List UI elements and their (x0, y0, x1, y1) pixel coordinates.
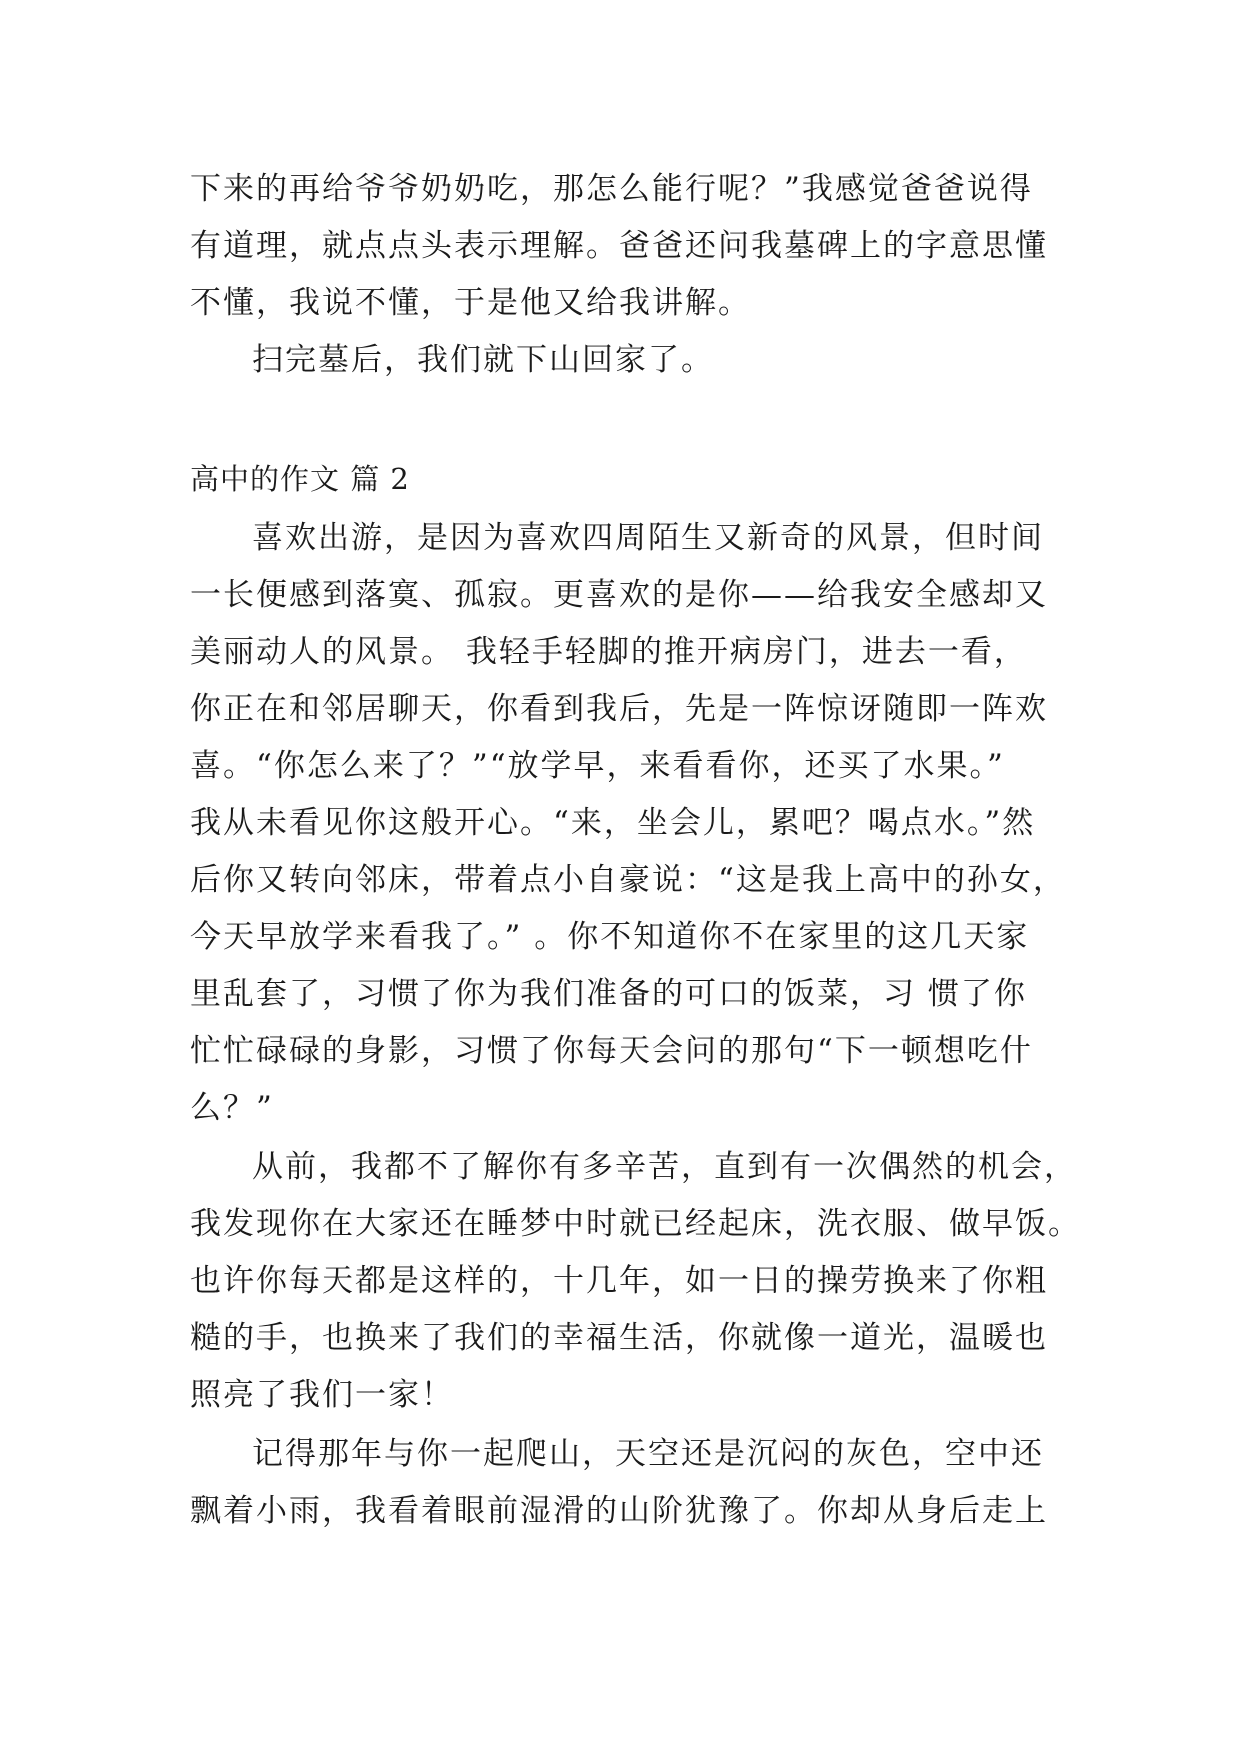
text-line: 我从未看见你这般开心。“来，坐会儿，累吧？喝点水。”然 (190, 805, 1036, 841)
text-line: 喜欢出游，是因为喜欢四周陌生又新奇的风景，但时间 (252, 520, 1044, 556)
text-line: 你正在和邻居聊天，你看到我后，先是一阵惊讶随即一阵欢 (190, 691, 1048, 727)
text-line: 忙忙碌碌的身影，习惯了你每天会问的那句“下一顿想吃什 (190, 1033, 1033, 1069)
text-line: 一长便感到落寞、孤寂。更喜欢的是你——给我安全感却又 (190, 577, 1048, 613)
text-line: 糙的手，也换来了我们的幸福生活，你就像一道光，温暖也 (190, 1320, 1048, 1356)
text-line: 喜。“你怎么来了？”“放学早，来看看你，还买了水果。” (190, 748, 1005, 784)
text-line: 飘着小雨，我看着眼前湿滑的山阶犹豫了。你却从身后走上 (190, 1493, 1048, 1529)
text-line: 扫完墓后，我们就下山回家了。 (252, 342, 714, 378)
section-heading: 高中的作文 篇 2 (190, 462, 410, 496)
text-line: 下来的再给爷爷奶奶吃，那怎么能行呢？”我感觉爸爸说得 (190, 171, 1033, 207)
text-line: 今天早放学来看我了。” 。你不知道你不在家里的这几天家 (190, 919, 1030, 955)
text-line: 不懂，我说不懂，于是他又给我讲解。 (190, 285, 751, 321)
text-line: 么？” (190, 1090, 274, 1126)
text-line: 我发现你在大家还在睡梦中时就已经起床，洗衣服、做早饭。 (190, 1206, 1081, 1242)
text-line: 从前，我都不了解你有多辛苦，直到有一次偶然的机会， (252, 1149, 1077, 1185)
text-line: 里乱套了，习惯了你为我们准备的可口的饭菜，习 惯了你 (190, 976, 1027, 1012)
text-line: 也许你每天都是这样的，十几年，如一日的操劳换来了你粗 (190, 1263, 1048, 1299)
text-line: 有道理，就点点头表示理解。爸爸还问我墓碑上的字意思懂 (190, 228, 1048, 264)
text-line: 记得那年与你一起爬山，天空还是沉闷的灰色，空中还 (252, 1436, 1044, 1472)
text-line: 照亮了我们一家！ (190, 1377, 454, 1413)
text-line: 后你又转向邻床，带着点小自豪说：“这是我上高中的孙女， (190, 862, 1066, 898)
text-line: 美丽动人的风景。 我轻手轻脚的推开病房门，进去一看， (190, 634, 1027, 670)
